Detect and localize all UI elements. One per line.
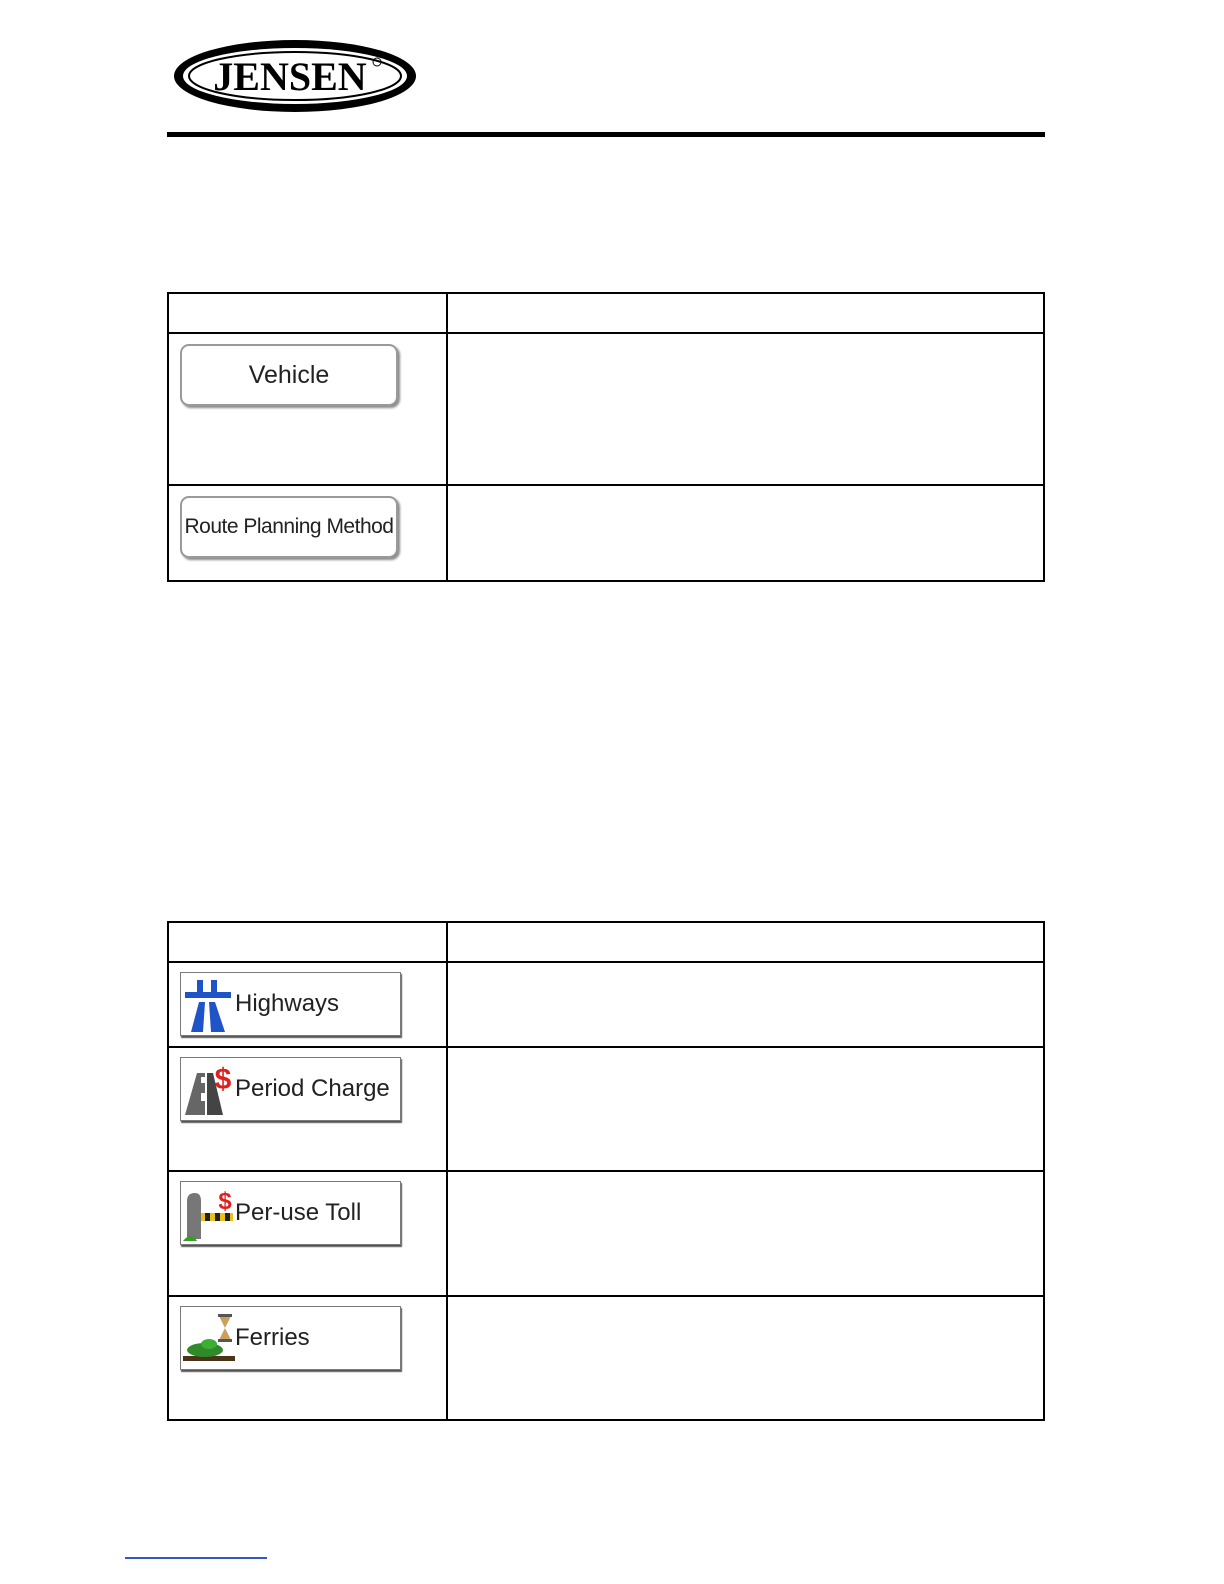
- route-planning-method-button[interactable]: [180, 496, 398, 558]
- table-row: [168, 485, 1044, 581]
- period-charge-icon: [181, 1059, 235, 1119]
- vehicle-button[interactable]: [180, 344, 398, 406]
- highways-label: Highways: [235, 990, 340, 1017]
- period-charge-label: Period Charge: [235, 1075, 390, 1102]
- road-types-table: [167, 921, 1045, 1421]
- highway-icon: [181, 974, 235, 1034]
- table-row: [168, 1171, 1044, 1296]
- highways-button[interactable]: [180, 972, 401, 1036]
- table-row: [168, 962, 1044, 1047]
- ferries-button[interactable]: [180, 1306, 401, 1370]
- table-header-row: [168, 922, 1044, 962]
- table-row: [168, 333, 1044, 485]
- toll-gate-icon: [181, 1183, 235, 1243]
- per-use-toll-label: Per-use Toll: [235, 1199, 362, 1226]
- header-rule: [167, 132, 1045, 137]
- jensen-logo: [172, 38, 418, 114]
- vehicle-button-label: Vehicle: [248, 360, 330, 389]
- svg-text:$: $: [214, 1063, 232, 1096]
- footer-link-underline: [125, 1557, 267, 1559]
- table-row: [168, 1047, 1044, 1171]
- table-row: [168, 1296, 1044, 1420]
- settings-table: [167, 292, 1045, 582]
- svg-text:$: $: [218, 1188, 232, 1215]
- logo-text: JENSEN: [213, 54, 367, 99]
- route-planning-method-label: Route Planning Method: [184, 515, 394, 538]
- ferry-icon: [181, 1308, 235, 1368]
- per-use-toll-button[interactable]: [180, 1181, 401, 1245]
- table-header-row: [168, 293, 1044, 333]
- period-charge-button[interactable]: [180, 1057, 401, 1121]
- ferries-label: Ferries: [235, 1324, 310, 1351]
